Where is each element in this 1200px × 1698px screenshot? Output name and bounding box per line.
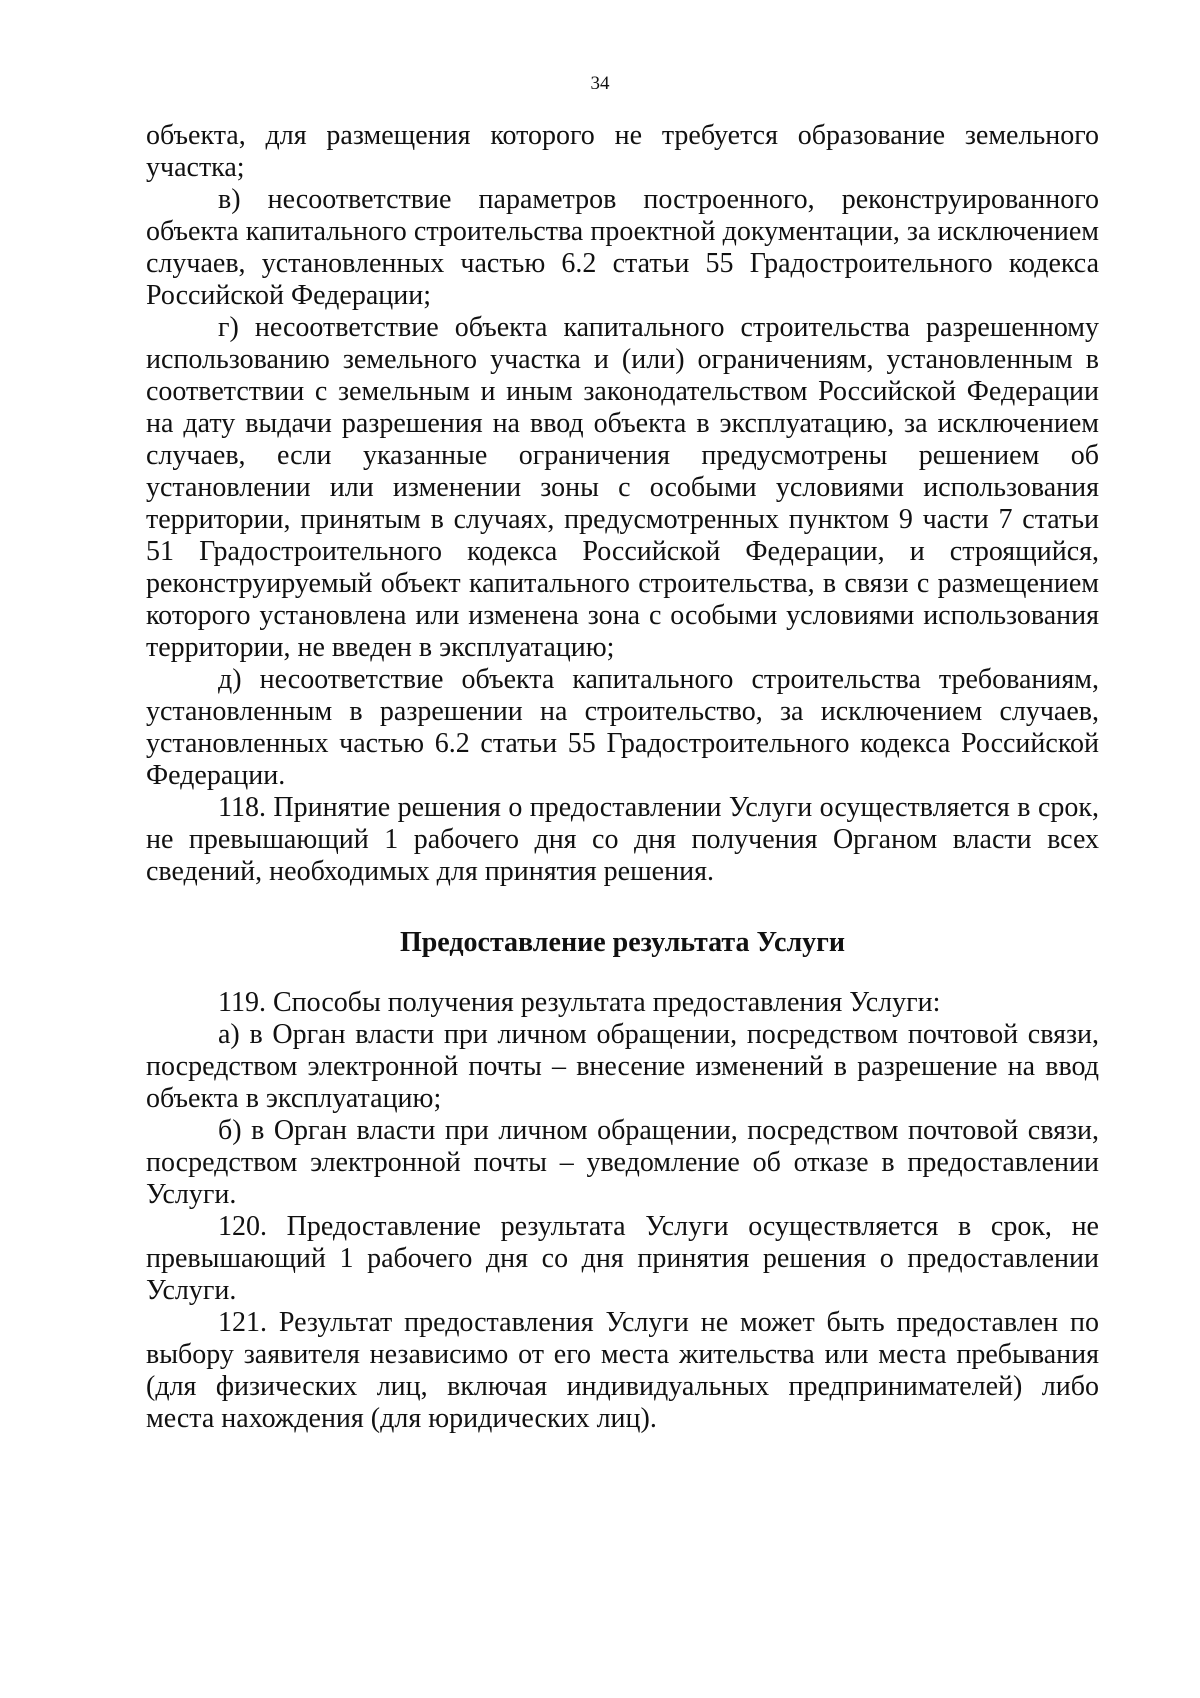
paragraph-continuation: объекта, для размещения которого не требуется образование земельного участка; (146, 120, 1099, 183)
paragraph-118: 118. Принятие решения о предоставлении Услуги осуществляется в срок, не превышающий 1 рабочего дня со дня получения Органом власти всех сведений, необходимых для принятия решения. (146, 792, 1099, 887)
paragraph-item-g: г) несоответствие объекта капитального строительства разрешенному использованию земельного участка и (или) ограничениям, установленным в соответствии с земельным и иным законодательством Российской Федерации на дату выдачи разрешения на ввод объекта в эксплуатацию, за исключением случаев, если указанные ограничения предусмотрены решением об установлении или изменении зоны с особыми условиями использования территории, принятым в случаях, предусмотренных пунктом 9 части 7 статьи 51 Градостроительного кодекса Российской Федерации, и строящийся, реконструируемый объект капитального строительства, в связи с размещением которого установлена или изменена зона с особыми условиями использования территории, не введен в эксплуатацию; (146, 312, 1099, 663)
paragraph-119-a: а) в Орган власти при личном обращении, посредством почтовой связи, посредством электронной почты – внесение изменений в разрешение на ввод объекта в эксплуатацию; (146, 1019, 1099, 1114)
paragraph-item-v: в) несоответствие параметров построенного, реконструированного объекта капитального строительства проектной документации, за исключением случаев, установленных частью 6.2 статьи 55 Градостроительного кодекса Российской Федерации; (146, 184, 1099, 311)
paragraph-120: 120. Предоставление результата Услуги осуществляется в срок, не превышающий 1 рабочего дня со дня принятия решения о предоставлении Услуги. (146, 1211, 1099, 1306)
paragraph-119: 119. Способы получения результата предоставления Услуги: (218, 987, 941, 1018)
paragraph-121: 121. Результат предоставления Услуги не может быть предоставлен по выбору заявителя независимо от его места жительства или места пребывания (для физических лиц, включая индивидуальных предпринимателей) либо места нахождения (для юридических лиц). (146, 1307, 1099, 1434)
paragraph-119-b: б) в Орган власти при личном обращении, посредством почтовой связи, посредством электронной почты – уведомление об отказе в предоставлении Услуги. (146, 1115, 1099, 1210)
page-number: 34 (590, 73, 610, 94)
paragraph-item-d: д) несоответствие объекта капитального строительства требованиям, установленным в разрешении на строительство, за исключением случаев, установленных частью 6.2 статьи 55 Градостроительного кодекса Российской Федерации. (146, 664, 1099, 791)
document-body (146, 120, 1099, 1435)
section-heading: Предоставление результата Услуги (399, 927, 846, 958)
